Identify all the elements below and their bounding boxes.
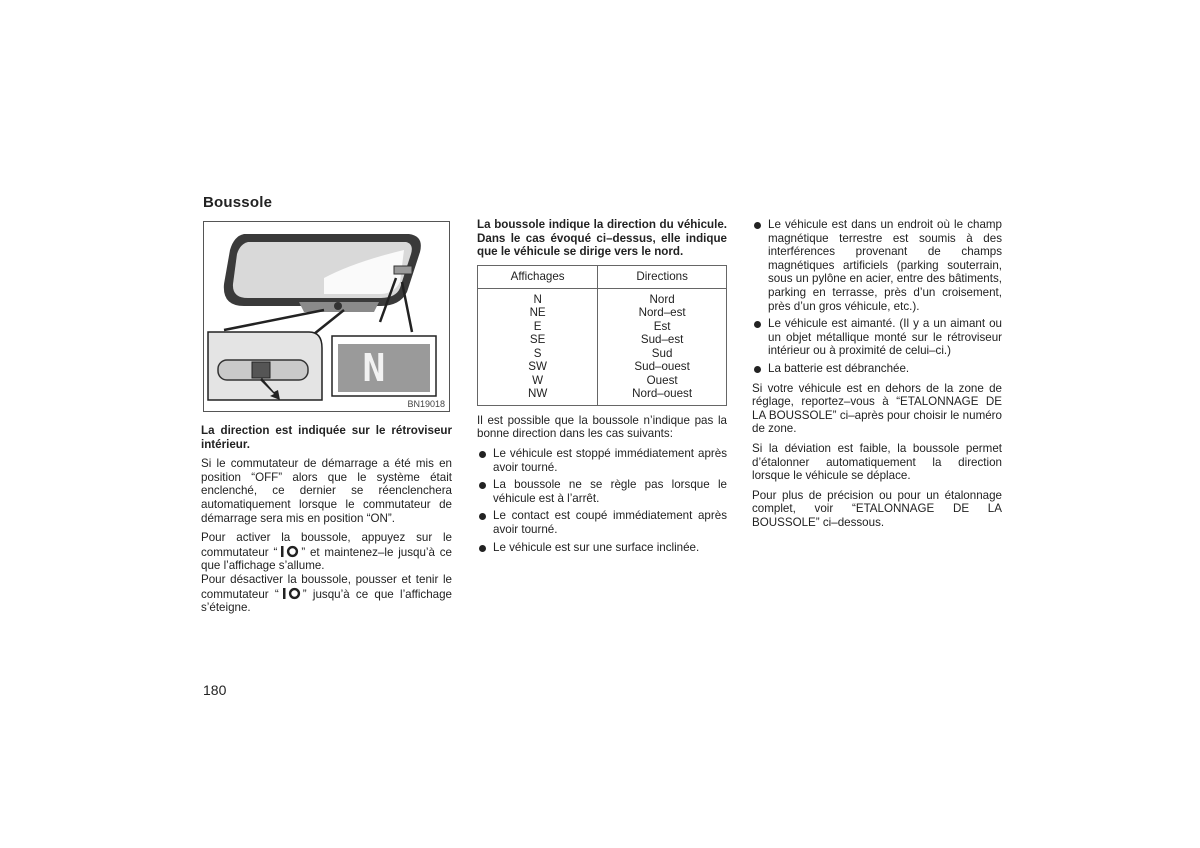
mirror-illustration [203,221,450,412]
mirror-drawing [204,222,449,411]
directions-table [477,265,727,406]
list-item-text: Le véhicule est aimanté. (Il y a un aimant ou un objet métallique monté sur le rétroviseur intérieur ou à proximité de celui–ci.) [768,317,1002,358]
bullet-icon [754,321,761,328]
deactivate-text-end: ” jusqu’à ce que l’affichage s’éteigne. [201,587,452,615]
list-item [752,218,1002,313]
compass-switch-icon [281,587,301,600]
activate-text-start: Pour activer la boussole, appuyez sur le commutateur “ [201,531,452,559]
list-item-text: Le véhicule est sur une surface inclinée. [493,540,700,554]
bullet-icon [479,451,486,458]
interference-list [752,218,1002,376]
column-left [201,424,452,621]
list-item [477,541,727,555]
bullet-icon [754,222,761,229]
deactivate-paragraph [201,573,452,615]
activate-paragraph [201,531,452,573]
bullet-icon [479,482,486,489]
figure-caption: La direction est indiquée sur le rétroviseur intérieur. [201,424,452,451]
compass-display-letter: N [362,346,386,390]
figure-code: BN19018 [407,399,445,409]
bullet-icon [754,366,761,373]
full-calibration-paragraph: Pour plus de précision ou pour un étalonnage complet, voir “ETALONNAGE DE LA BOUSSOLE” ci–dessous. [752,488,1002,529]
displays-cell: N NE E SE S SW W NW [478,288,598,405]
auto-calibration-paragraph: Si la déviation est faible, la boussole permet d’étalonner automatiquement la direction lorsque le véhicule se déplace. [752,441,1002,483]
zone-paragraph: Si votre véhicule est en dehors de la zone de réglage, reportez–vous à “ETALONNAGE DE LA BOUSSOLE” ci–après pour choisir le numéro de zone. [752,381,1002,436]
conditions-list [477,447,727,554]
directions-cell: Nord Nord–est Est Sud–est Sud Sud–ouest Ouest Nord–ouest [598,288,727,405]
list-item-text: Le véhicule est dans un endroit où le champ magnétique terrestre est soumis à des interférences provenant de champs magnétiques artificiels (parking souterrain, sous un pylône en acier, entre des bâtiments, parking en terrasse, près d’un croisement, près d’un gros véhicule, etc.). [768,218,1002,313]
conditions-intro: Il est possible que la boussole n’indique pas la bonne direction dans les cas suivants: [477,413,727,441]
column-right [752,218,1002,535]
list-item-text: Le véhicule est stoppé immédiatement après avoir tourné. [493,446,727,474]
list-item [477,478,727,505]
compass-switch-icon [279,545,299,558]
list-item [477,509,727,536]
table-header-row [478,265,727,288]
ignition-paragraph: Si le commutateur de démarrage a été mis en position “OFF” alors que le système était enclenché, ce dernier se réenclenchera automatiquement lorsque le commutateur de démarrage sera mis en position “ON”. [201,457,452,525]
bullet-icon [479,513,486,520]
column-middle [477,218,727,560]
bullet-icon [479,545,486,552]
deactivate-text-start: Pour désactiver la boussole, pousser et tenir le commutateur “ [201,572,452,601]
list-item [752,317,1002,358]
list-item [752,362,1002,376]
activate-text-end: ” et maintenez–le jusqu’à ce que l’affichage s’allume. [201,545,452,573]
list-item-text: La boussole ne se règle pas lorsque le véhicule est à l’arrêt. [493,478,727,505]
section-title: Boussole [203,194,273,211]
intro-paragraph: La boussole indique la direction du véhicule. Dans le cas évoqué ci–dessus, elle indique que le véhicule se dirige vers le nord. [477,218,727,259]
list-item-text: Le contact est coupé immédiatement après avoir tourné. [493,509,727,536]
table-row [478,288,727,405]
list-item-text: La batterie est débranchée. [768,361,910,375]
header-directions: Directions [598,265,727,288]
list-item [477,447,727,474]
page-number: 180 [203,682,227,698]
header-displays: Affichages [478,265,598,288]
